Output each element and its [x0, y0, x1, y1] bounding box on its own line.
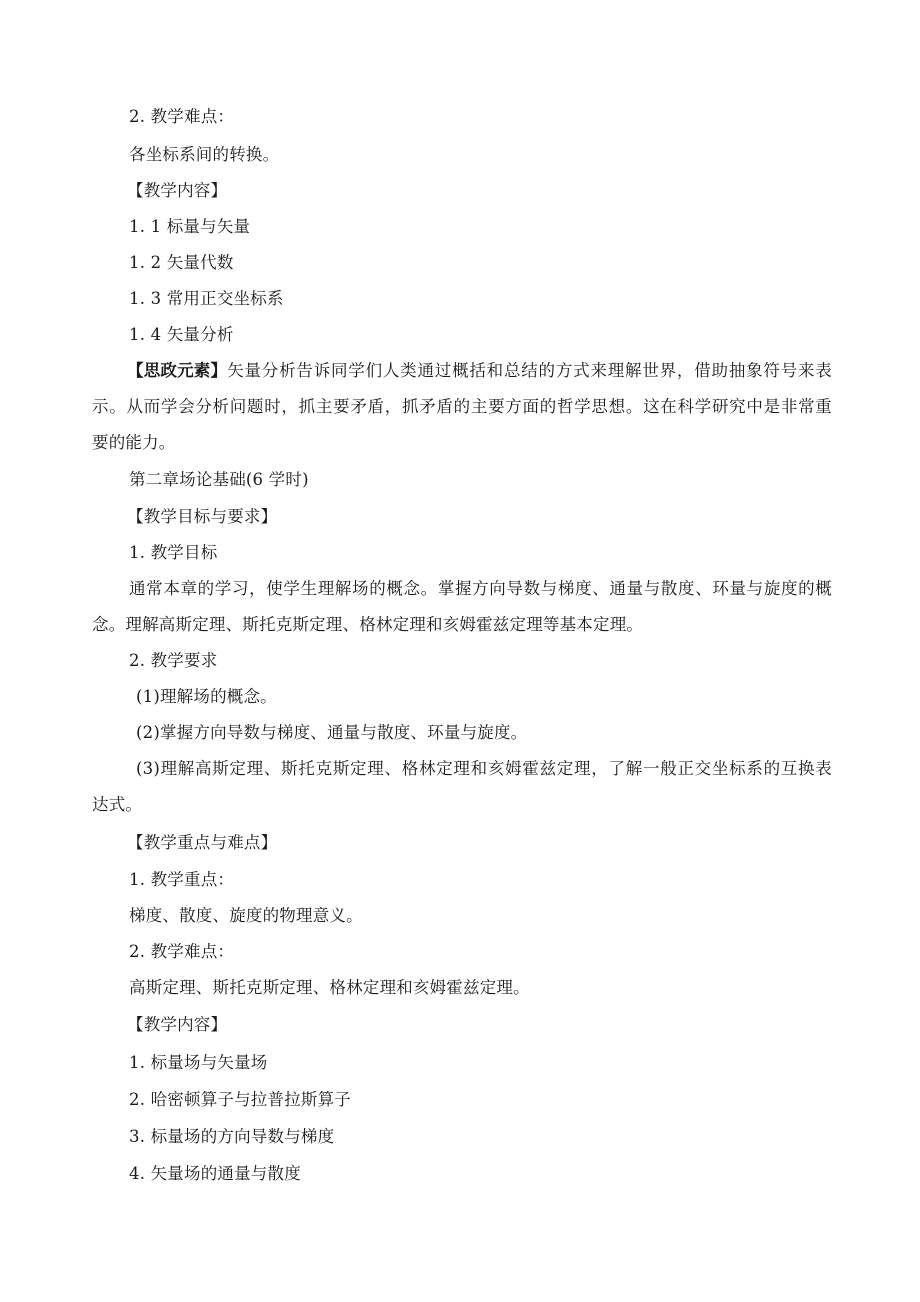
content-item-2-4: 4. 矢量场的通量与散度 — [129, 1164, 301, 1183]
requirement-1: (1)理解场的概念。 — [136, 687, 277, 706]
ideology-text: 矢量分析告诉同学们人类通过概括和总结的方式来理解世界，借助抽象符号来表 — [227, 361, 832, 380]
goals-paragraph-line-1: 通常本章的学习，使学生理解场的概念。掌握方向导数与梯度、通量与散度、环量与旋度的概 — [129, 579, 832, 598]
chapter-title: 第二章场论基础(6 学时) — [129, 470, 309, 489]
goals-paragraph-line-2: 念。理解高斯定理、斯托克斯定理、格林定理和亥姆霍兹定理等基本定理。 — [92, 615, 644, 634]
ideology-paragraph-line-2: 示。从而学会分析问题时，抓主要矛盾，抓矛盾的主要方面的哲学思想。这在科学研究中是非常重 — [92, 397, 832, 416]
content-item-1-4: 1. 4 矢量分析 — [129, 325, 234, 344]
key-point-subheading: 1. 教学重点： — [129, 870, 235, 889]
content-item-2-3: 3. 标量场的方向导数与梯度 — [129, 1127, 335, 1146]
requirement-3-line-2: 达式。 — [92, 795, 143, 814]
requirement-3-line-1: (3)理解高斯定理、斯托克斯定理、格林定理和亥姆霍兹定理，了解一般正交坐标系的互换表 — [136, 759, 832, 778]
difficulty-text-2: 高斯定理、斯托克斯定理、格林定理和亥姆霍兹定理。 — [129, 978, 530, 997]
content-item-2-2: 2. 哈密顿算子与拉普拉斯算子 — [129, 1090, 351, 1109]
requirements-subheading: 2. 教学要求 — [129, 651, 218, 670]
requirement-2: (2)掌握方向导数与梯度、通量与散度、环量与旋度。 — [136, 723, 528, 742]
content-item-1-3: 1. 3 常用正交坐标系 — [129, 289, 284, 308]
content-item-1-2: 1. 2 矢量代数 — [129, 253, 234, 272]
difficulty-heading: 2. 教学难点： — [129, 107, 235, 126]
ideology-label: 【思政元素】 — [127, 361, 228, 380]
content-heading: 【教学内容】 — [127, 181, 228, 200]
content-item-2-1: 1. 标量场与矢量场 — [129, 1053, 268, 1072]
goals-subheading: 1. 教学目标 — [129, 543, 218, 562]
content-heading-2: 【教学内容】 — [127, 1015, 228, 1034]
ideology-paragraph-line-1 — [127, 361, 832, 381]
key-points-heading: 【教学重点与难点】 — [127, 833, 278, 852]
goals-heading: 【教学目标与要求】 — [127, 507, 278, 526]
ideology-paragraph-line-3: 要的能力。 — [92, 433, 176, 452]
difficulty-subheading-2: 2. 教学难点： — [129, 942, 235, 961]
key-point-text: 梯度、散度、旋度的物理意义。 — [129, 906, 363, 925]
content-item-1-1: 1. 1 标量与矢量 — [129, 217, 251, 236]
difficulty-text: 各坐标系间的转换。 — [129, 145, 280, 164]
